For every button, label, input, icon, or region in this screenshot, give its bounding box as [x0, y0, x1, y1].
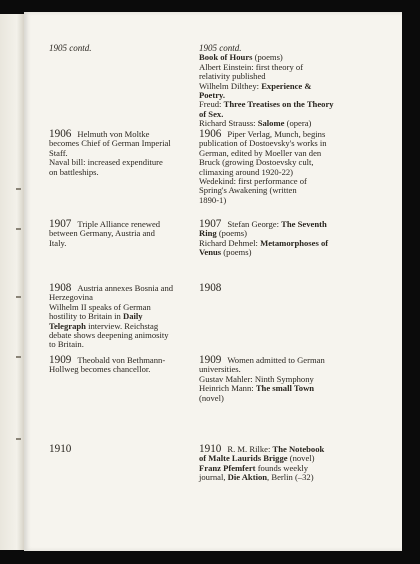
text-line: Spring's Awakening (written — [199, 185, 297, 196]
entry-1909-left — [49, 356, 165, 375]
text-line: Herzegovina — [49, 292, 93, 303]
entry-1910-left — [49, 445, 77, 454]
text-line: 1909 Theobald von Bethmann- — [49, 354, 166, 366]
text-line: Heinrich Mann: The small Town — [199, 383, 315, 394]
page-mark — [16, 228, 21, 230]
page-mark — [16, 296, 21, 298]
text-line: between Germany, Austria and — [49, 228, 155, 239]
entry-1909-right — [199, 356, 325, 403]
year-label: 1908 — [49, 282, 72, 294]
text-line: Franz Pfemfert founds weekly — [199, 462, 309, 473]
text-line: 1906 Piper Verlag, Munch, begins — [199, 128, 326, 140]
text-line: 1910 R. M. Rilke: The Notebook — [199, 443, 325, 455]
book-page — [24, 12, 402, 551]
text-line: relativity published — [199, 71, 266, 82]
text-line: hostility to Britain in Daily — [49, 311, 143, 322]
text-line: to Britain. — [49, 339, 84, 350]
text-line: Richard Dehmel: Metamorphoses of — [199, 237, 329, 248]
year-label: 1909 — [49, 354, 72, 366]
text-line: Freud: Three Treatises on the Theory — [199, 99, 334, 110]
text-line: 1908 Austria annexes Bosnia and — [49, 282, 174, 294]
text-line: Wedekind: first performance of — [199, 176, 307, 187]
year-label: 1907 — [49, 218, 72, 230]
page-mark — [16, 356, 21, 358]
entry-1908-right — [199, 284, 227, 293]
page-mark — [16, 438, 21, 440]
entry-1907-right — [199, 220, 328, 258]
text-line: Staff. — [49, 147, 68, 158]
text-line: Italy. — [49, 237, 67, 248]
text-line: universities. — [199, 364, 241, 375]
text-line: 1906 Helmuth von Moltke — [49, 128, 150, 140]
text-line: on battleships. — [49, 166, 99, 177]
entry-1910-right — [199, 445, 324, 483]
text-line: 1909 Women admitted to German — [199, 354, 325, 366]
text-line: German, edited by Moeller van den — [199, 147, 322, 158]
text-line: Albert Einstein: first theory of — [199, 61, 304, 72]
year-label: 1907 — [199, 218, 222, 230]
year-label: 1906 — [49, 128, 72, 140]
facing-page-edge — [0, 14, 24, 550]
text-line — [49, 445, 77, 454]
text-line: climaxing around 1920-22) — [199, 166, 294, 177]
text-line: Gustav Mahler: Ninth Symphony — [199, 373, 314, 384]
year-label: 1909 — [199, 354, 222, 366]
text-line: Wilhelm II speaks of German — [49, 301, 151, 312]
text-line: Ring (poems) — [199, 228, 247, 239]
entry-1905-right — [199, 44, 334, 129]
text-line: Naval bill: increased expenditure — [49, 157, 163, 168]
text-line: Bruck (growing Dostoevsky cult, — [199, 157, 314, 168]
text-line: Wilhelm Dilthey: Experience & — [199, 80, 312, 91]
text-line: Venus (poems) — [199, 247, 252, 258]
contd-label-left: 1905 contd. — [49, 43, 92, 53]
text-line: Hollweg becomes chancellor. — [49, 364, 151, 375]
text-line: Poetry. — [199, 90, 226, 101]
year-label: 1908 — [199, 282, 222, 294]
text-line: debate shows deepening animosity — [49, 330, 169, 341]
contd-label-right: 1905 contd. — [199, 43, 242, 53]
text-line: journal, Die Aktion, Berlin (–32) — [199, 472, 314, 483]
text-line: 1907 Triple Alliance renewed — [49, 218, 161, 230]
text-line: (novel) — [199, 392, 224, 403]
text-line: of Sex. — [199, 108, 224, 119]
entry-1906-right — [199, 130, 327, 205]
text-line: Richard Strauss: Salome (opera) — [199, 118, 312, 129]
text-line: of Malte Laurids Brigge (novel) — [199, 453, 315, 464]
entry-1906-left — [49, 130, 171, 177]
text-line: becomes Chief of German Imperial — [49, 138, 171, 149]
year-label: 1910 — [49, 443, 72, 455]
text-line: 1890-1) — [199, 194, 227, 205]
year-label: 1906 — [199, 128, 222, 140]
entry-1908-left — [49, 284, 173, 350]
year-label: 1910 — [199, 443, 222, 455]
text-line: Telegraph interview. Reichstag — [49, 320, 159, 331]
text-line — [199, 284, 227, 293]
entry-1907-left — [49, 220, 160, 248]
page-mark — [16, 188, 21, 190]
text-line: 1907 Stefan George: The Seventh — [199, 218, 327, 230]
text-line: Book of Hours (poems) — [199, 52, 283, 63]
left-contd-heading — [49, 44, 92, 53]
text-line: publication of Dostoevsky's works in — [199, 138, 327, 149]
